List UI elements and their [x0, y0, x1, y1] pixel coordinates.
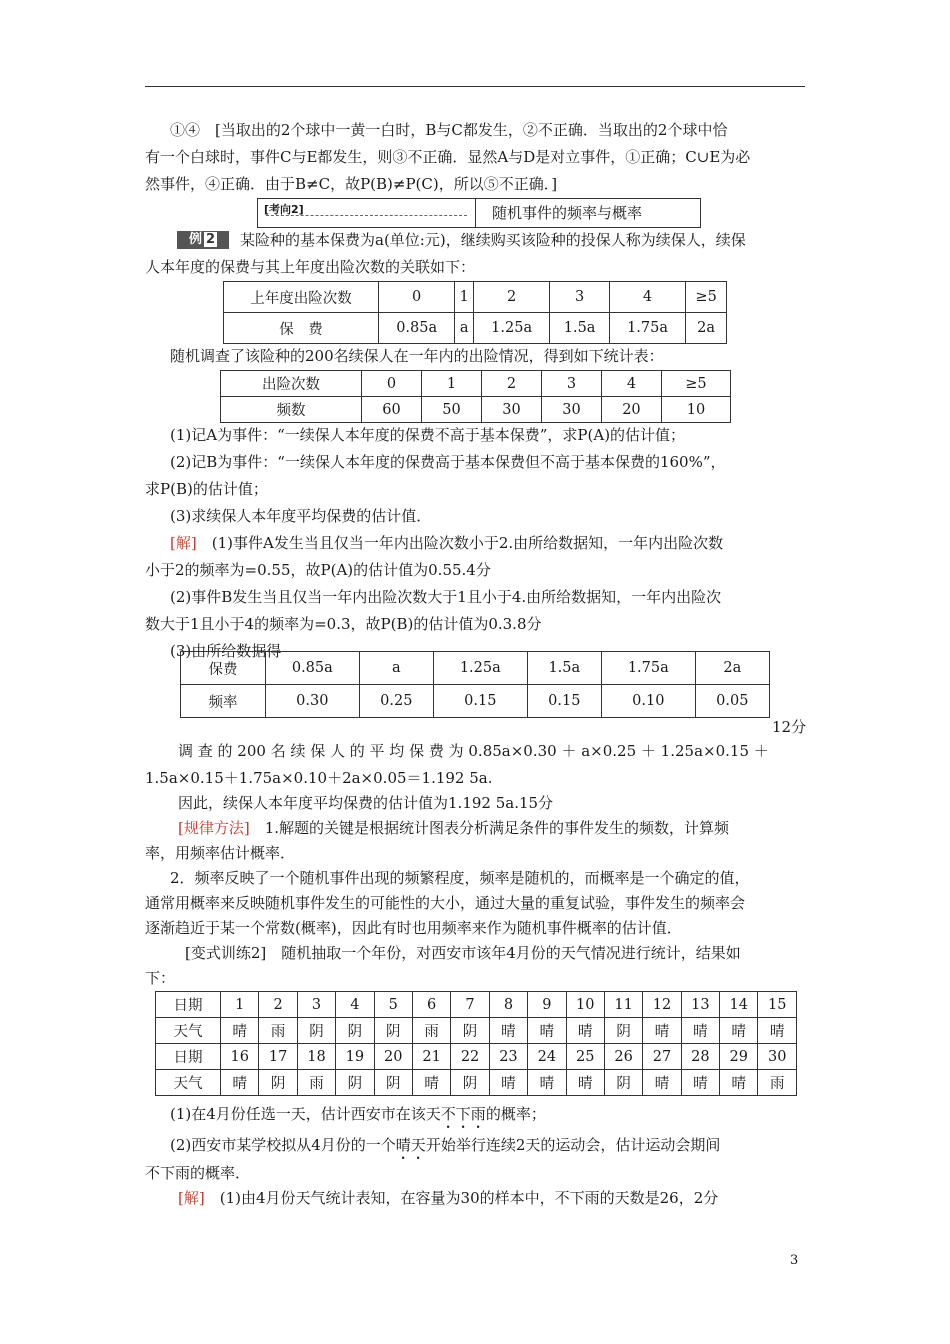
table-cell: 晴: [720, 1018, 758, 1044]
table-cell: 0.15: [527, 685, 601, 718]
para1-line1: ①④ [当取出的2个球中一黄一白时，B与C都发生，②不正确．当取出的2个球中恰: [170, 121, 728, 139]
table-cell: 23: [489, 1044, 527, 1070]
table-cell: 晴: [489, 1070, 527, 1096]
solution-2-line2: 数大于1且小于4的频率为=0.3，故P(B)的估计值为0.3.8分: [145, 615, 542, 633]
table-cell: a: [359, 652, 433, 685]
table-cell: 阴: [336, 1070, 374, 1096]
table-cell: 50: [421, 397, 481, 423]
table-cell: 0.85a: [379, 313, 455, 344]
table-cell: 1.75a: [601, 652, 695, 685]
table-row: [221, 397, 731, 423]
table-premium: [223, 281, 727, 344]
table-cell: 29: [720, 1044, 758, 1070]
table-cell: 天气: [156, 1070, 221, 1096]
table-cell: 0.25: [359, 685, 433, 718]
variant-question-2-line1: [170, 1132, 810, 1163]
average-line1: 调 查 的 200 名 续 保 人 的 平 均 保 费 为 0.85a×0.30 ＋ a×0.25 ＋ 1.25a×0.15 ＋: [178, 742, 769, 760]
table-cell: 5: [374, 992, 412, 1018]
table-cell: 晴: [681, 1018, 719, 1044]
table-cell: 日期: [156, 992, 221, 1018]
example-line2: 人本年度的保费与其上年度出险次数的关联如下：: [145, 258, 476, 276]
table-cell: 18: [297, 1044, 335, 1070]
average-line2: 1.5a×0.15＋1.75a×0.10＋2a×0.05＝1.192 5a.: [145, 769, 493, 787]
table-cell: 1: [421, 371, 481, 397]
table-cell: 14: [720, 992, 758, 1018]
table-cell: 2: [473, 282, 549, 313]
table-cell: 4: [336, 992, 374, 1018]
solution-3: (3)由所给数据得: [170, 642, 282, 660]
table-cell: 30: [758, 1044, 797, 1070]
table-cell: 17: [259, 1044, 297, 1070]
vq1-pre: (1)在4月份任选一天，估计西安市在该天: [170, 1105, 441, 1123]
table-cell: 30: [481, 397, 541, 423]
table-cell: 保 费: [224, 313, 379, 344]
table-cell: 1: [221, 992, 259, 1018]
table-cell: 晴: [566, 1018, 604, 1044]
table-cell: 阴: [259, 1070, 297, 1096]
table-cell: 阴: [336, 1018, 374, 1044]
table-cell: 6: [412, 992, 450, 1018]
table-cell: 24: [528, 1044, 566, 1070]
table-cell: 0.85a: [266, 652, 360, 685]
solution-1-line1: [170, 530, 810, 557]
table-cell: 晴: [221, 1070, 259, 1096]
table-cell: 晴: [681, 1070, 719, 1096]
table-cell: 晴: [758, 1018, 797, 1044]
table-cell: 12: [643, 992, 681, 1018]
page-number: 3: [790, 1253, 799, 1268]
table-cell: 0.05: [695, 685, 769, 718]
variant-question-1: [170, 1101, 810, 1132]
table-cell: ≥5: [661, 371, 730, 397]
table-cell: a: [455, 313, 474, 344]
method-1-text: 1.解题的关键是根据统计图表分析满足条件的事件发生的频数，计算频: [264, 819, 730, 837]
table-cell: 28: [681, 1044, 719, 1070]
table-cell: 保费: [181, 652, 266, 685]
table-cell: 1: [455, 282, 474, 313]
table-row: [156, 992, 797, 1018]
example-number: 2: [205, 232, 216, 247]
solution-label: [解]: [170, 534, 197, 552]
table-cell: 晴: [528, 1070, 566, 1096]
table-cell: 20: [601, 397, 661, 423]
table-row: [156, 1018, 797, 1044]
table-row: [181, 652, 770, 685]
table-cell: 15: [758, 992, 797, 1018]
survey-line: 随机调查了该险种的200名续保人在一年内的出险情况，得到如下统计表：: [170, 347, 664, 365]
table-row: [221, 371, 731, 397]
table-cell: 11: [604, 992, 642, 1018]
para1-line3: 然事件，④正确．由于B≠C，故P(B)≠P(C)，所以⑤不正确．]: [145, 175, 558, 193]
table-cell: 8: [489, 992, 527, 1018]
kaoxiang-tag-cell: [258, 199, 476, 227]
table-cell: 阴: [451, 1018, 489, 1044]
table-row: [156, 1044, 797, 1070]
table-cell: 3: [541, 371, 601, 397]
table-cell: 30: [541, 397, 601, 423]
table-cell: 2: [259, 992, 297, 1018]
table-cell: 0.15: [433, 685, 527, 718]
solution-1-text: (1)事件A发生当且仅当一年内出险次数小于2.由所给数据知，一年内出险次数: [211, 534, 724, 552]
table-cell: 晴: [643, 1018, 681, 1044]
table-cell: 雨: [412, 1018, 450, 1044]
table-cell: 晴: [720, 1070, 758, 1096]
question-1: (1)记A为事件：“一续保人本年度的保费不高于基本保费”，求P(A)的估计值；: [170, 426, 686, 444]
table-cell: 阴: [604, 1018, 642, 1044]
solution-2-line1: (2)事件B发生当且仅当一年内出险次数大于1且小于4.由所给数据知，一年内出险次: [170, 588, 722, 606]
table-cell: 26: [604, 1044, 642, 1070]
variant-solution-1: [178, 1185, 810, 1212]
table-cell: 出险次数: [221, 371, 362, 397]
table-claims: [220, 370, 731, 423]
table-row: [224, 282, 727, 313]
question-3: (3)求续保人本年度平均保费的估计值．: [170, 507, 432, 525]
kaoxiang-title: 随机事件的频率与概率: [492, 204, 643, 222]
table-cell: 4: [609, 282, 685, 313]
table-cell: 1.5a: [550, 313, 610, 344]
table-cell: 0.30: [266, 685, 360, 718]
para1-line2: 有一个白球时，事件C与E都发生，则③不正确．显然A与D是对立事件，①正确；C∪E为必: [145, 148, 751, 166]
variant-line1: [变式训练2] 随机抽取一个年份，对西安市该年4月份的天气情况进行统计，结果如: [185, 944, 741, 962]
table-cell: 2a: [686, 313, 727, 344]
kaoxiang-dash: [266, 215, 467, 216]
method-label: [规律方法]: [178, 819, 250, 837]
table-cell: 阴: [604, 1070, 642, 1096]
table-cell: 雨: [758, 1070, 797, 1096]
table-cell: 晴: [489, 1018, 527, 1044]
table-cell: 22: [451, 1044, 489, 1070]
score-12: 12分: [772, 718, 807, 736]
table-cell: 雨: [297, 1070, 335, 1096]
table-cell: 2: [481, 371, 541, 397]
table-cell: 上年度出险次数: [224, 282, 379, 313]
table-cell: 晴: [643, 1070, 681, 1096]
vq2-emphasis: 晴天: [395, 1136, 426, 1154]
solution-1-line2: 小于2的频率为=0.55，故P(A)的估计值为0.55.4分: [145, 561, 491, 579]
table-cell: 频数: [221, 397, 362, 423]
example-label: 例: [188, 232, 202, 247]
table-cell: 阴: [451, 1070, 489, 1096]
table-frequency: [180, 651, 770, 718]
vq2-pre: (2)西安市某学校拟从4月份的一个: [170, 1136, 396, 1154]
table-cell: 晴: [221, 1018, 259, 1044]
method-line1: [178, 815, 810, 842]
table-cell: 阴: [297, 1018, 335, 1044]
table-cell: 晴: [566, 1070, 604, 1096]
vq1-post: 的概率；: [485, 1105, 546, 1123]
table-cell: 1.5a: [527, 652, 601, 685]
table-cell: 2a: [695, 652, 769, 685]
table-cell: 25: [566, 1044, 604, 1070]
table-cell: 晴: [412, 1070, 450, 1096]
table-cell: 1.25a: [433, 652, 527, 685]
table-cell: 0.10: [601, 685, 695, 718]
table-cell: 3: [297, 992, 335, 1018]
table-cell: ≥5: [686, 282, 727, 313]
variant-solution-text: (1)由4月份天气统计表知，在容量为30的样本中，不下雨的天数是26，2分: [219, 1189, 719, 1207]
table-cell: 60: [362, 397, 422, 423]
table-cell: 0: [362, 371, 422, 397]
table-cell: 阴: [374, 1018, 412, 1044]
table-cell: 9: [528, 992, 566, 1018]
table-cell: 20: [374, 1044, 412, 1070]
variant-solution-label: [解]: [178, 1189, 205, 1207]
table-cell: 10: [566, 992, 604, 1018]
table-cell: 0: [379, 282, 455, 313]
table-cell: 16: [221, 1044, 259, 1070]
method-2-line1: 2．频率反映了一个随机事件出现的频繁程度，频率是随机的，而概率是一个确定的值，: [170, 869, 750, 887]
vq2-post: 开始举行连续2天的运动会，估计运动会期间: [425, 1136, 721, 1154]
table-cell: 10: [661, 397, 730, 423]
table-cell: 19: [336, 1044, 374, 1070]
table-cell: 13: [681, 992, 719, 1018]
table-cell: 阴: [374, 1070, 412, 1096]
kaoxiang-box: [257, 198, 701, 228]
table-cell: 雨: [259, 1018, 297, 1044]
table-row: [224, 313, 727, 344]
method-2-line3: 逐渐趋近于某一个常数(概率)，因此有时也用频率来作为随机事件概率的估计值．: [145, 919, 682, 937]
question-2-line1: (2)记B为事件：“一续保人本年度的保费高于基本保费但不高于基本保费的160%”，: [170, 453, 726, 471]
table-cell: 1.25a: [473, 313, 549, 344]
table-cell: 晴: [528, 1018, 566, 1044]
variant-question-2-line2: 不下雨的概率．: [145, 1164, 251, 1182]
header-rule: [145, 86, 805, 87]
table-cell: 3: [550, 282, 610, 313]
table-weather: [155, 991, 797, 1096]
method-line2: 率，用频率估计概率．: [145, 844, 296, 862]
example-line1: 某险种的基本保费为a(单位:元)，继续购买该险种的投保人称为续保人，续保: [240, 231, 746, 249]
variant-line2: 下：: [145, 969, 176, 987]
table-row: [156, 1070, 797, 1096]
question-2-line2: 求P(B)的估计值；: [145, 480, 268, 498]
method-2-line2: 通常用概率来反映随机事件发生的可能性的大小，通过大量的重复试验，事件发生的频率会: [145, 894, 746, 912]
table-cell: 日期: [156, 1044, 221, 1070]
vq1-emphasis: 不下雨: [440, 1105, 486, 1123]
example-badge: [177, 231, 229, 249]
table-cell: 1.75a: [609, 313, 685, 344]
kaoxiang-tag: [考向2]: [264, 203, 304, 216]
table-cell: 27: [643, 1044, 681, 1070]
table-row: [181, 685, 770, 718]
conclusion: 因此，续保人本年度平均保费的估计值为1.192 5a.15分: [178, 794, 554, 812]
table-cell: 21: [412, 1044, 450, 1070]
table-cell: 4: [601, 371, 661, 397]
table-cell: 频率: [181, 685, 266, 718]
table-cell: 7: [451, 992, 489, 1018]
table-cell: 天气: [156, 1018, 221, 1044]
